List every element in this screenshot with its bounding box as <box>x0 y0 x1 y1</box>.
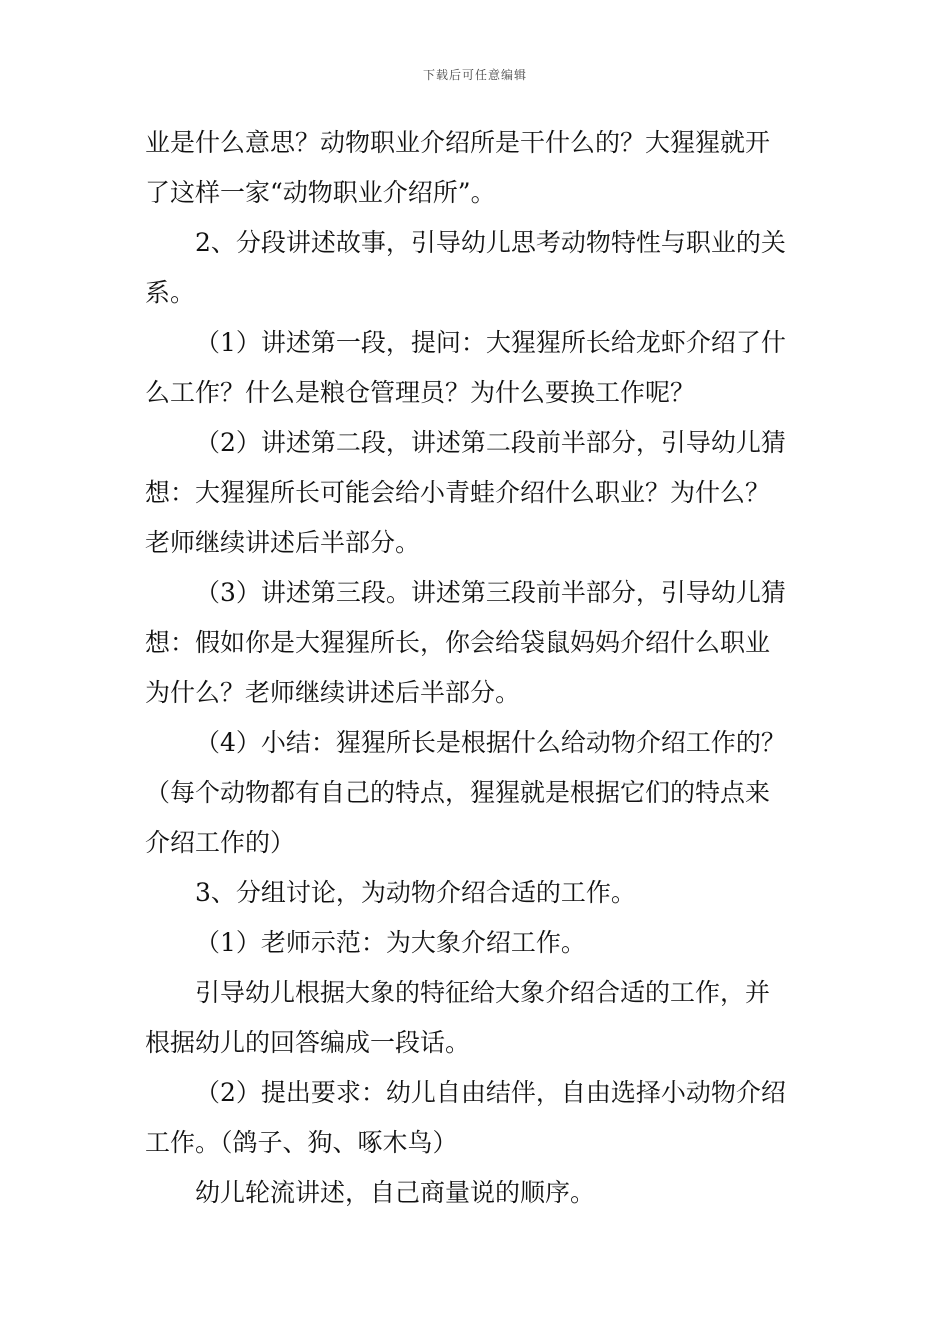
text-line: 老师继续讲述后半部分。 <box>145 528 421 557</box>
page-header: 下载后可任意编辑 <box>422 68 527 82</box>
text-line: （2）讲述第二段，讲述第二段前半部分，引导幼儿猜 <box>195 428 786 457</box>
text-line: 想：假如你是大猩猩所长，你会给袋鼠妈妈介绍什么职业 <box>145 628 771 657</box>
text-line: （1）讲述第一段，提问：大猩猩所长给龙虾介绍了什 <box>195 328 786 357</box>
text-line: （1）老师示范：为大象介绍工作。 <box>195 928 586 957</box>
text-line: 业是什么意思？动物职业介绍所是干什么的？大猩猩就开 <box>145 128 771 157</box>
text-line: 工作。（鸽子、狗、啄木鸟） <box>145 1128 458 1157</box>
text-line: 根据幼儿的回答编成一段话。 <box>145 1028 471 1057</box>
text-line: 引导幼儿根据大象的特征给大象介绍合适的工作，并 <box>195 978 771 1007</box>
text-line: 介绍工作的） <box>145 828 296 857</box>
text-line: （2）提出要求：幼儿自由结伴，自由选择小动物介绍 <box>195 1078 786 1107</box>
text-line: 想：大猩猩所长可能会给小青蛙介绍什么职业？为什么？ <box>145 478 771 507</box>
text-line: （3）讲述第三段。讲述第三段前半部分，引导幼儿猜 <box>195 578 786 607</box>
text-line: 2、分段讲述故事，引导幼儿思考动物特性与职业的关 <box>195 228 786 257</box>
text-line: 3、分组讨论，为动物介绍合适的工作。 <box>195 878 636 907</box>
text-line: 系。 <box>145 278 196 307</box>
text-line: 么工作？什么是粮仓管理员？为什么要换工作呢？ <box>145 378 696 407</box>
text-line: 幼儿轮流讲述，自己商量说的顺序。 <box>195 1178 596 1207</box>
text-line: （每个动物都有自己的特点，猩猩就是根据它们的特点来 <box>145 778 771 807</box>
text-line: （4）小结：猩猩所长是根据什么给动物介绍工作的？ <box>195 728 786 757</box>
text-line: 了这样一家“动物职业介绍所”。 <box>145 178 496 207</box>
text-line: 为什么？老师继续讲述后半部分。 <box>145 678 521 707</box>
